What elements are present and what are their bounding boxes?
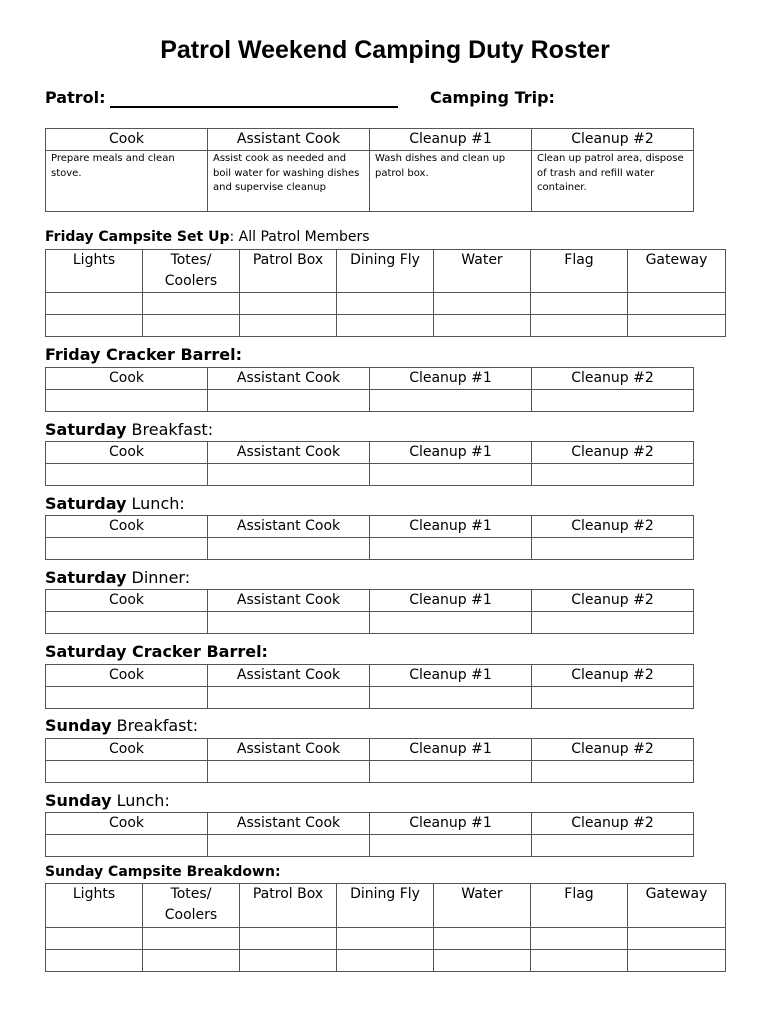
column-lights: Lights — [46, 250, 143, 293]
role-header-assistant-cook: Assistant Cook — [208, 739, 370, 761]
role-header-cleanup-2: Cleanup #2 — [532, 129, 694, 151]
saturday-breakfast-table — [45, 441, 694, 486]
table-row — [46, 612, 694, 634]
column-patrol-box: Patrol Box — [240, 884, 337, 928]
table-row — [46, 538, 694, 560]
column-flag: Flag — [531, 884, 628, 928]
role-header-cook: Cook — [46, 442, 208, 464]
column-lights: Lights — [46, 884, 143, 928]
section-saturday-breakfast: Saturday Breakfast: — [45, 420, 214, 439]
section-saturday-lunch: Saturday Lunch: — [45, 494, 185, 513]
column-flag: Flag — [531, 250, 628, 293]
column-water: Water — [434, 884, 531, 928]
column-water: Water — [434, 250, 531, 293]
sunday-breakdown-table — [45, 883, 726, 972]
role-description-cleanup-2: Clean up patrol area, dispose of trash and refill water container. — [532, 151, 694, 212]
section-saturday-cracker-barrel: Saturday Cracker Barrel: — [45, 642, 268, 661]
section-friday-cracker-barrel: Friday Cracker Barrel: — [45, 345, 242, 364]
role-header-cook: Cook — [46, 590, 208, 612]
table-row — [46, 928, 726, 950]
role-header-cleanup-2: Cleanup #2 — [532, 590, 694, 612]
friday-setup-table — [45, 249, 726, 337]
column-totes-coolers: Totes/ Coolers — [143, 884, 240, 928]
role-header-cleanup-1: Cleanup #1 — [370, 813, 532, 835]
role-header-assistant-cook: Assistant Cook — [208, 516, 370, 538]
role-description-cleanup-1: Wash dishes and clean up patrol box. — [370, 151, 532, 212]
table-row — [46, 464, 694, 486]
saturday-dinner-table — [45, 589, 694, 634]
camping-trip-label: Camping Trip: — [430, 88, 555, 107]
role-header-cleanup-1: Cleanup #1 — [370, 665, 532, 687]
table-row — [46, 687, 694, 709]
role-header-cleanup-1: Cleanup #1 — [370, 129, 532, 151]
role-description-cook: Prepare meals and clean stove. — [46, 151, 208, 212]
role-description-assistant-cook: Assist cook as needed and boil water for washing dishes and supervise cleanup — [208, 151, 370, 212]
duty-description-table — [45, 128, 694, 212]
role-header-assistant-cook: Assistant Cook — [208, 813, 370, 835]
role-header-cook: Cook — [46, 813, 208, 835]
table-row — [46, 761, 694, 783]
role-header-cleanup-2: Cleanup #2 — [532, 442, 694, 464]
role-header-cook: Cook — [46, 368, 208, 390]
section-saturday-dinner: Saturday Dinner: — [45, 568, 191, 587]
role-header-cleanup-2: Cleanup #2 — [532, 813, 694, 835]
table-row — [46, 390, 694, 412]
role-header-cook: Cook — [46, 739, 208, 761]
role-header-assistant-cook: Assistant Cook — [208, 590, 370, 612]
column-dining-fly: Dining Fly — [337, 250, 434, 293]
section-friday-setup: Friday Campsite Set Up: All Patrol Members — [45, 229, 370, 245]
saturday-cracker-barrel-table — [45, 664, 694, 709]
section-sunday-breakfast: Sunday Breakfast: — [45, 716, 199, 735]
role-header-cleanup-1: Cleanup #1 — [370, 442, 532, 464]
column-patrol-box: Patrol Box — [240, 250, 337, 293]
sunday-lunch-table — [45, 812, 694, 857]
role-header-cook: Cook — [46, 129, 208, 151]
saturday-lunch-table — [45, 515, 694, 560]
role-header-assistant-cook: Assistant Cook — [208, 442, 370, 464]
role-header-cleanup-2: Cleanup #2 — [532, 516, 694, 538]
table-row — [46, 293, 726, 315]
role-header-cleanup-1: Cleanup #1 — [370, 516, 532, 538]
friday-cracker-barrel-table — [45, 367, 694, 412]
role-header-assistant-cook: Assistant Cook — [208, 129, 370, 151]
role-header-cleanup-2: Cleanup #2 — [532, 665, 694, 687]
patrol-blank-line[interactable] — [110, 106, 398, 108]
section-sunday-breakdown: Sunday Campsite Breakdown: — [45, 864, 281, 880]
role-header-cleanup-1: Cleanup #1 — [370, 368, 532, 390]
column-gateway: Gateway — [628, 250, 726, 293]
page-title: Patrol Weekend Camping Duty Roster — [160, 36, 610, 64]
column-dining-fly: Dining Fly — [337, 884, 434, 928]
role-header-cook: Cook — [46, 516, 208, 538]
sunday-breakfast-table — [45, 738, 694, 783]
table-row — [46, 950, 726, 972]
role-header-cleanup-2: Cleanup #2 — [532, 368, 694, 390]
table-row — [46, 835, 694, 857]
column-totes-coolers: Totes/ Coolers — [143, 250, 240, 293]
section-sunday-lunch: Sunday Lunch: — [45, 791, 170, 810]
role-header-cleanup-1: Cleanup #1 — [370, 590, 532, 612]
patrol-label: Patrol: — [45, 88, 106, 107]
column-gateway: Gateway — [628, 884, 726, 928]
role-header-cook: Cook — [46, 665, 208, 687]
table-row — [46, 315, 726, 337]
role-header-cleanup-1: Cleanup #1 — [370, 739, 532, 761]
role-header-assistant-cook: Assistant Cook — [208, 368, 370, 390]
role-header-assistant-cook: Assistant Cook — [208, 665, 370, 687]
role-header-cleanup-2: Cleanup #2 — [532, 739, 694, 761]
